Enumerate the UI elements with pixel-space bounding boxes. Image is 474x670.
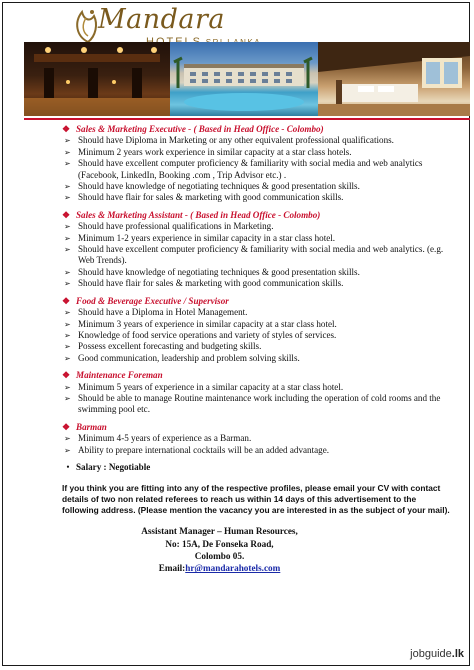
- photo-guest-room: [318, 42, 470, 116]
- arrow-bullet-icon: ➢: [64, 434, 71, 444]
- photo-pool-resort: [170, 42, 318, 116]
- arrow-bullet-icon: ➢: [64, 233, 71, 243]
- requirement-item: ➢ Minimum 5 years of experience in a similar capacity at a star class hotel.: [64, 381, 344, 392]
- vacancy-section: [62, 210, 457, 290]
- requirement-item: ➢ Minimum 4-5 years of experience as a Barman.: [64, 433, 252, 444]
- logo-name: Mandara: [98, 4, 226, 35]
- requirement-item: ➢ Minimum 2 years work experience in similar capacity at a star class hotels.: [64, 146, 352, 157]
- arrow-bullet-icon: ➢: [64, 308, 71, 318]
- diamond-bullet-icon: ❖: [62, 295, 71, 306]
- requirement-item: ➢ Possess excellent forecasting and budgeting skills.: [64, 341, 262, 352]
- requirement-item: ➢ Should have knowledge of negotiating techniques & good presentation skills.: [64, 266, 360, 277]
- arrow-bullet-icon: ➢: [64, 182, 71, 192]
- diamond-bullet-icon: ❖: [62, 421, 71, 432]
- arrow-bullet-icon: ➢: [64, 222, 71, 232]
- header-rule: [24, 118, 470, 120]
- footer-watermark: jobguide.lk: [410, 648, 464, 660]
- requirement-item: ➢ Minimum 1-2 years experience in similar capacity in a star class hotel.: [64, 232, 336, 243]
- vacancy-section: [62, 422, 457, 456]
- requirement-item: ➢ Should have flair for sales & marketing with good communication skills.: [64, 192, 344, 203]
- vacancy-title: ❖ Barman: [62, 421, 107, 432]
- vacancy-title: ❖ Food & Beverage Executive / Supervisor: [62, 295, 229, 306]
- arrow-bullet-icon: ➢: [64, 353, 71, 363]
- photo-night-lobby: [24, 42, 170, 116]
- arrow-bullet-icon: ➢: [64, 342, 71, 352]
- arrow-bullet-icon: ➢: [64, 193, 71, 203]
- arrow-bullet-icon: ➢: [64, 319, 71, 329]
- requirement-item: ➢ Should have professional qualifications in Marketing.: [64, 221, 274, 232]
- requirement-item: ➢ Should have excellent computer proficiency & familiarity with social media and web analytics (Facebook, LinkedIn, Booking .com , Trip Advisor etc.) .: [64, 158, 423, 180]
- vacancy-section: [62, 296, 457, 364]
- arrow-bullet-icon: ➢: [64, 245, 71, 255]
- requirement-item: ➢ Minimum 3 years of experience in similar capacity at a star class hotel.: [64, 318, 337, 329]
- arrow-bullet-icon: ➢: [64, 136, 71, 146]
- contact-title: Assistant Manager – Human Resources,: [141, 526, 298, 537]
- contact-email-line: Email:hr@mandarahotels.com: [158, 563, 281, 574]
- vacancy-section: [62, 370, 457, 416]
- diamond-bullet-icon: ❖: [62, 370, 71, 381]
- requirement-item: ➢ Should have excellent computer proficiency & familiarity with social media and web analytics. (e.g. Web Trends).: [64, 244, 444, 266]
- requirement-item: ➢ Should have knowledge of negotiating techniques & good presentation skills.: [64, 181, 360, 192]
- contact-block: [62, 525, 377, 575]
- contact-city: Colombo 05.: [194, 550, 245, 561]
- vacancy-section: [62, 124, 457, 204]
- vacancy-title: ❖ Maintenance Foreman: [62, 370, 163, 381]
- diamond-bullet-icon: ❖: [62, 209, 71, 220]
- requirement-item: ➢ Should have flair for sales & marketing with good communication skills.: [64, 278, 344, 289]
- requirement-item: ➢ Good communication, leadership and problem solving skills.: [64, 352, 300, 363]
- requirement-item: ➢ Knowledge of food service operations and variety of styles of services.: [64, 329, 337, 340]
- vacancy-title: ❖ Sales & Marketing Executive - ( Based in Head Office - Colombo): [62, 124, 324, 134]
- requirement-item: ➢ Should be able to manage Routine maintenance work including the operation of cold rooms and the swimming pool etc.: [64, 392, 441, 415]
- email-link[interactable]: hr@mandarahotels.com: [185, 563, 281, 574]
- requirement-item: ➢ Ability to prepare international cocktails will be an added advantage.: [64, 444, 329, 455]
- diamond-bullet-icon: ❖: [62, 124, 71, 134]
- bullet-icon: •: [66, 461, 70, 472]
- contact-address: No: 15A, De Fonseka Road,: [165, 538, 274, 549]
- arrow-bullet-icon: ➢: [64, 382, 71, 392]
- requirement-item: ➢ Should have Diploma in Marketing or any other equivalent professional qualifications.: [64, 135, 394, 146]
- job-listing-body: [62, 124, 457, 575]
- arrow-bullet-icon: ➢: [64, 267, 71, 277]
- arrow-bullet-icon: ➢: [64, 147, 71, 157]
- arrow-bullet-icon: ➢: [64, 159, 71, 169]
- arrow-bullet-icon: ➢: [64, 445, 71, 455]
- requirement-item: ➢ Should have a Diploma in Hotel Management.: [64, 307, 248, 318]
- apply-instructions: If you think you are fitting into any of the respective profiles, please email your CV with contact details of two non related referees to reach us within 14 days of this advertisement to the following address. (Please mention the vacancy you are interested in as the subject of your mail).: [62, 483, 450, 515]
- header-photo-strip: [24, 42, 470, 116]
- vacancy-title: ❖ Sales & Marketing Assistant - ( Based in Head Office - Colombo): [62, 209, 321, 220]
- arrow-bullet-icon: ➢: [64, 279, 71, 289]
- salary-line: • Salary : Negotiable: [60, 462, 457, 473]
- arrow-bullet-icon: ➢: [64, 393, 71, 403]
- arrow-bullet-icon: ➢: [64, 330, 71, 340]
- vacancy-sections: [62, 124, 457, 456]
